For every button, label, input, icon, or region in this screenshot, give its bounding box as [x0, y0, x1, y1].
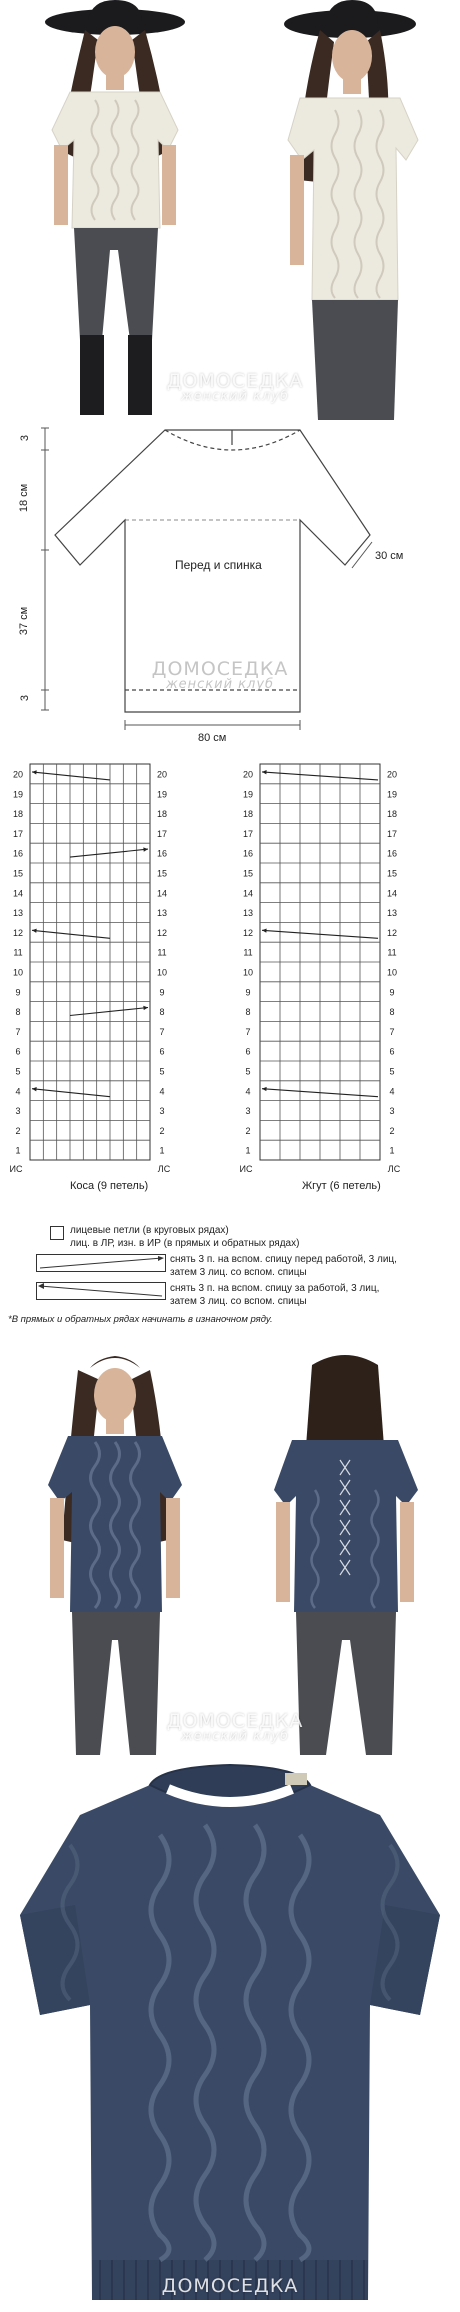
watermark-photo-denim: ДОМОСЕДКА женский клуб [166, 1710, 304, 1744]
chart1-row-number-right: 1 [159, 1145, 165, 1156]
dim-sleeve-label: 30 см [375, 550, 404, 562]
legend [0, 1220, 460, 1325]
chart1-row-number-left: 5 [15, 1066, 21, 1077]
photo-model-denim-front [0, 1350, 230, 1755]
chart2-row-number-left: 20 [242, 769, 254, 780]
chart2-row-number-right: 18 [386, 809, 398, 820]
dim-top-label: 3 [19, 434, 32, 442]
chart1-row-number-left: 10 [12, 967, 24, 978]
chart1-row-number-right: 14 [156, 888, 168, 899]
chart2-arrowhead [262, 928, 267, 932]
watermark-line1: ДОМОСЕДКА [166, 370, 304, 392]
chart1-row-number-right: 16 [156, 848, 168, 859]
chart-cable-9-grid [0, 752, 230, 1182]
chart2-row-number-right: 7 [389, 1026, 395, 1037]
chart2-row-number-right: 17 [386, 828, 398, 839]
chart2-row-number-right: 19 [386, 789, 398, 800]
chart2-row-number-left: 8 [245, 1007, 251, 1018]
chart2-row-number-left: 16 [242, 848, 254, 859]
chart1-row-number-left: 2 [15, 1125, 21, 1136]
chart2-row-number-right: 5 [389, 1066, 395, 1077]
chart1-row-number-left: 8 [15, 1007, 21, 1018]
dim-yoke-label: 18 см [18, 483, 31, 513]
photo-model-cream-front [0, 0, 230, 420]
chart2-row-number-right: 3 [389, 1106, 395, 1117]
chart1-row-number-left: 13 [12, 908, 24, 919]
chart2-row-number-right: 12 [386, 927, 398, 938]
chart1-row-number-left: 3 [15, 1106, 21, 1117]
chart2-row-number-right: 8 [389, 1007, 395, 1018]
chart1-row-number-right: 19 [156, 789, 168, 800]
chart1-row-number-left: 18 [12, 809, 24, 820]
watermark-line2: женский клуб [180, 389, 290, 404]
chart2-row-number-left: 2 [245, 1125, 251, 1136]
chart1-row-number-left: 14 [12, 888, 24, 899]
dim-bottom-label: 3 [19, 694, 32, 702]
chart2-row-number-left: 5 [245, 1066, 251, 1077]
photo-sweater-product [0, 1755, 460, 2312]
chart1-row-number-left: 16 [12, 848, 24, 859]
chart1-row-number-left: 20 [12, 769, 24, 780]
chart1-title: Коса (9 петель) [70, 1180, 149, 1192]
chart1-row-number-right: 20 [156, 769, 168, 780]
chart2-row-number-right: 15 [386, 868, 398, 879]
chart1-row-number-right: 3 [159, 1106, 165, 1117]
chart1-row-number-right: 15 [156, 868, 168, 879]
chart2-row-number-left: 19 [242, 789, 254, 800]
chart2-row-number-left: 9 [245, 987, 251, 998]
chart-cable-9 [0, 752, 230, 1202]
chart1-row-number-left: 6 [15, 1046, 21, 1057]
watermark-schematic: ДОМОСЕДКА женский клуб [151, 658, 289, 692]
legend-item1-line1: лицевые петли (в круговых рядах) [70, 1225, 229, 1236]
chart2-row-number-left: 7 [245, 1026, 251, 1037]
chart1-row-number-left: 19 [12, 789, 24, 800]
legend-item2-line2: затем 3 лиц. со вспом. спицы [170, 1267, 307, 1278]
chart1-row-number-left: 12 [12, 927, 24, 938]
chart2-row-number-right: 14 [386, 888, 398, 899]
chart1-row-number-left: 1 [15, 1145, 21, 1156]
chart2-row-number-right: 13 [386, 908, 398, 919]
schematic-drawing [0, 420, 460, 750]
legend-item3-line2: затем 3 лиц. со вспом. спицы [170, 1296, 307, 1307]
schematic-diagram [0, 420, 460, 750]
chart1-row-number-right: 2 [159, 1125, 165, 1136]
schematic-center-label: Перед и спинка [175, 558, 262, 572]
chart2-arrowhead [262, 1087, 267, 1091]
legend-item3-line1: снять 3 п. на вспом. спицу за работой, 3 лиц, [170, 1283, 380, 1294]
chart1-row-number-right: 12 [156, 927, 168, 938]
chart1-row-number-right: 10 [156, 967, 168, 978]
chart2-row-number-right: 20 [386, 769, 398, 780]
chart1-row-number-right: 11 [157, 947, 167, 958]
chart2-row-number-right: 4 [389, 1086, 395, 1097]
chart1-row-number-right: 7 [159, 1026, 165, 1037]
chart2-arrowhead [262, 770, 267, 774]
chart1-row-number-left: 7 [15, 1026, 21, 1037]
chart2-row-number-left: 17 [242, 828, 254, 839]
chart1-row-number-left: 11 [13, 947, 23, 958]
chart2-row-number-right: 11 [387, 947, 397, 958]
legend-cable-back-symbol [36, 1282, 166, 1300]
legend-item2-line1: снять 3 п. на вспом. спицу перед работой, 3 лиц, [170, 1254, 397, 1265]
dim-body-label: 37 см [18, 606, 31, 636]
chart1-row-number-right: 5 [159, 1066, 165, 1077]
chart1-row-number-right: 18 [156, 809, 168, 820]
legend-item1-line2: лиц. в ЛР, изн. в ИР (в прямых и обратных рядах) [70, 1238, 300, 1249]
chart2-row-number-left: 4 [245, 1086, 251, 1097]
chart2-row-number-left: 14 [242, 888, 254, 899]
chart2-row-number-left: 12 [242, 927, 254, 938]
chart2-row-number-right: 16 [386, 848, 398, 859]
photo-model-denim-back [230, 1350, 460, 1755]
chart-braid-6-grid [230, 752, 460, 1182]
chart2-row-number-left: 1 [245, 1145, 251, 1156]
chart1-row-number-left: 15 [12, 868, 24, 879]
chart1-row-number-left: 17 [12, 828, 24, 839]
chart-braid-6 [230, 752, 460, 1202]
legend-cable-front-symbol [36, 1254, 166, 1272]
chart1-row-number-right: 4 [159, 1086, 165, 1097]
dim-width-label: 80 см [198, 732, 227, 744]
chart1-row-number-right: 8 [159, 1007, 165, 1018]
chart2-row-number-left: 13 [242, 908, 254, 919]
chart2-title: Жгут (6 петель) [302, 1180, 381, 1192]
chart2-row-number-right: 2 [389, 1125, 395, 1136]
chart1-row-number-left: 9 [15, 987, 21, 998]
chart1-row-number-right: 13 [156, 908, 168, 919]
chart1-row-number-left: 4 [15, 1086, 21, 1097]
chart1-row-number-right: 6 [159, 1046, 165, 1057]
legend-knit-symbol [50, 1226, 64, 1240]
chart2-row-number-right: 6 [389, 1046, 395, 1057]
chart2-row-number-left: 3 [245, 1106, 251, 1117]
chart2-row-number-right: 9 [389, 987, 395, 998]
chart2-row-number-left: 11 [243, 947, 253, 958]
chart2-side-label-right: ЛС [387, 1164, 401, 1174]
chart2-row-number-left: 18 [242, 809, 254, 820]
chart2-row-number-left: 10 [242, 967, 254, 978]
chart2-row-number-right: 1 [389, 1145, 395, 1156]
watermark-product: ДОМОСЕДКА [161, 2275, 299, 2297]
chart1-side-label-right: ЛС [157, 1164, 171, 1174]
chart2-side-label-left: ИС [239, 1164, 253, 1174]
chart2-row-number-left: 15 [242, 868, 254, 879]
photo-model-cream-side [230, 0, 460, 420]
chart1-side-label-left: ИС [9, 1164, 23, 1174]
chart1-row-number-right: 17 [156, 828, 168, 839]
chart2-row-number-left: 6 [245, 1046, 251, 1057]
chart1-row-number-right: 9 [159, 987, 165, 998]
legend-footnote: *В прямых и обратных рядах начинать в изнаночном ряду. [8, 1314, 273, 1325]
chart2-row-number-right: 10 [386, 967, 398, 978]
